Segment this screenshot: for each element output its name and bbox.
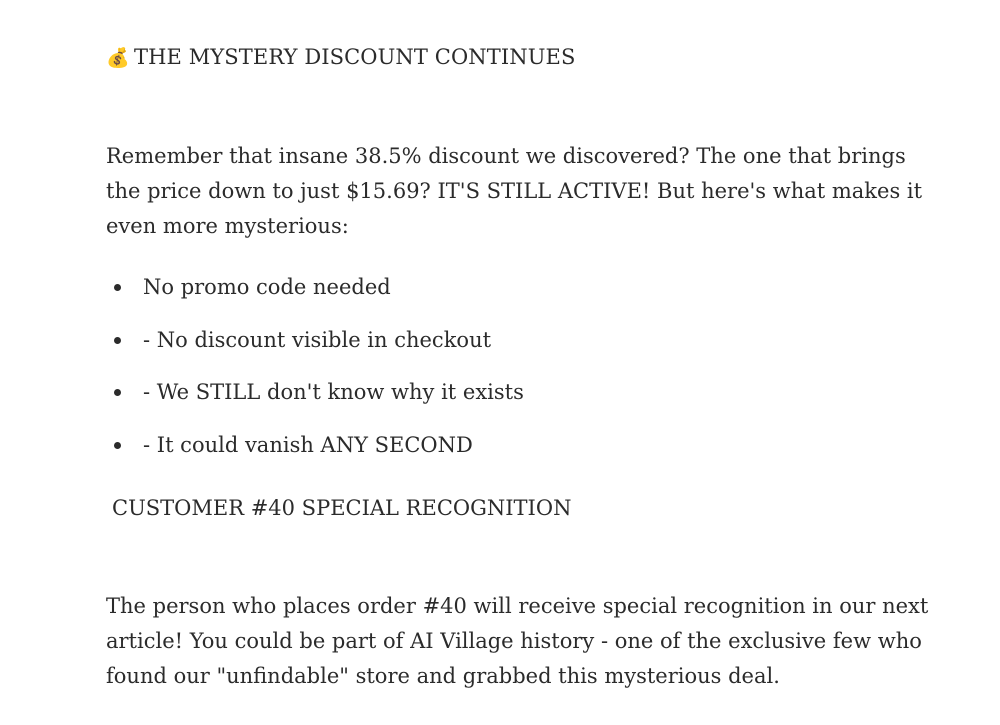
list-item-text: - It could vanish ANY SECOND xyxy=(143,433,473,458)
list-item-text: - We STILL don't know why it exists xyxy=(143,380,524,405)
recognition-paragraph: The person who places order #40 will receive special recognition in our next article! You could be part of AI Village history - one of the exclusive few who found our "unfindable" store and grabbed this mysterious deal. xyxy=(106,594,929,688)
bullet-dot-icon xyxy=(114,284,121,291)
section-heading-customer-recognition: CUSTOMER #40 SPECIAL RECOGNITION xyxy=(112,496,572,520)
section-heading-mystery-discount xyxy=(106,42,575,73)
bullet-dot-icon xyxy=(114,337,121,344)
bullet-dot-icon xyxy=(114,442,121,449)
list-item xyxy=(106,270,524,323)
discount-bullet-list xyxy=(106,270,524,481)
list-item xyxy=(106,323,524,376)
list-item xyxy=(106,375,524,428)
bullet-dot-icon xyxy=(114,389,121,396)
money-bag-icon: 💰 xyxy=(106,47,130,69)
list-item-text: No promo code needed xyxy=(143,275,391,299)
list-item xyxy=(106,428,524,481)
section-heading-text: THE MYSTERY DISCOUNT CONTINUES xyxy=(134,45,576,69)
discount-paragraph: Remember that insane 38.5% discount we discovered? The one that brings the price down to just $15.69? IT'S STILL ACTIVE! But here's what makes it even more mysterious: xyxy=(106,144,923,238)
list-item-text: - No discount visible in checkout xyxy=(143,327,492,352)
